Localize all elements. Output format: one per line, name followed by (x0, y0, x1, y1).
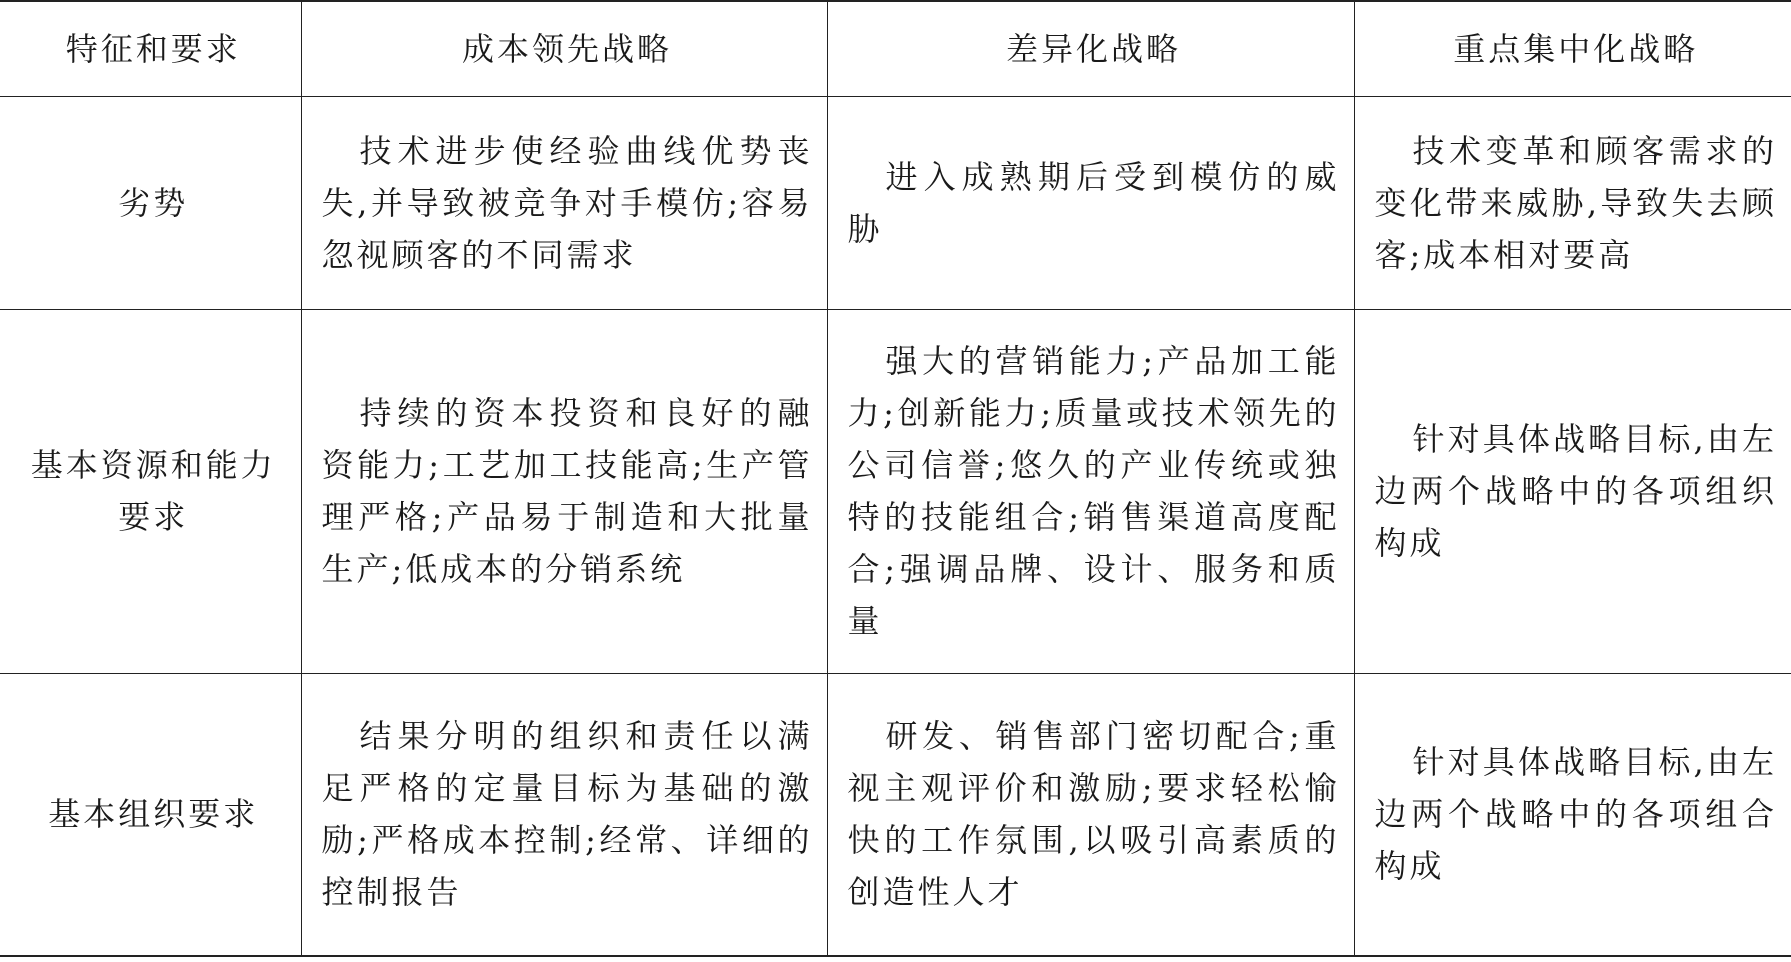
cell-cost-leadership: 技术进步使经验曲线优势丧失,并导致被竞争对手模仿;容易忽视顾客的不同需求 (301, 96, 827, 309)
cell-differentiation: 研发、销售部门密切配合;重视主观评价和激励;要求轻松愉快的工作氛围,以吸引高素质的创造性人才 (827, 673, 1354, 956)
row-label-disadvantages: 劣势 (0, 96, 301, 309)
cell-focus: 针对具体战略目标,由左边两个战略中的各项组合构成 (1354, 673, 1791, 956)
table-row (0, 673, 1791, 956)
table-row (0, 309, 1791, 673)
cell-differentiation: 强大的营销能力;产品加工能力;创新能力;质量或技术领先的公司信誉;悠久的产业传统或独特的技能组合;销售渠道高度配合;强调品牌、设计、服务和质量 (827, 309, 1354, 673)
row-label-resources: 基本资源和能力要求 (0, 309, 301, 673)
header-row (0, 1, 1791, 96)
cell-focus: 技术变革和顾客需求的变化带来威胁,导致失去顾客;成本相对要高 (1354, 96, 1791, 309)
cell-cost-leadership: 持续的资本投资和良好的融资能力;工艺加工技能高;生产管理严格;产品易于制造和大批量生产;低成本的分销系统 (301, 309, 827, 673)
header-features: 特征和要求 (0, 1, 301, 96)
header-focus: 重点集中化战略 (1354, 1, 1791, 96)
header-differentiation: 差异化战略 (827, 1, 1354, 96)
table-row (0, 96, 1791, 309)
row-label-organization: 基本组织要求 (0, 673, 301, 956)
cell-cost-leadership: 结果分明的组织和责任以满足严格的定量目标为基础的激励;严格成本控制;经常、详细的控制报告 (301, 673, 827, 956)
cell-focus: 针对具体战略目标,由左边两个战略中的各项组织构成 (1354, 309, 1791, 673)
cell-differentiation: 进入成熟期后受到模仿的威胁 (827, 96, 1354, 309)
header-cost-leadership: 成本领先战略 (301, 1, 827, 96)
